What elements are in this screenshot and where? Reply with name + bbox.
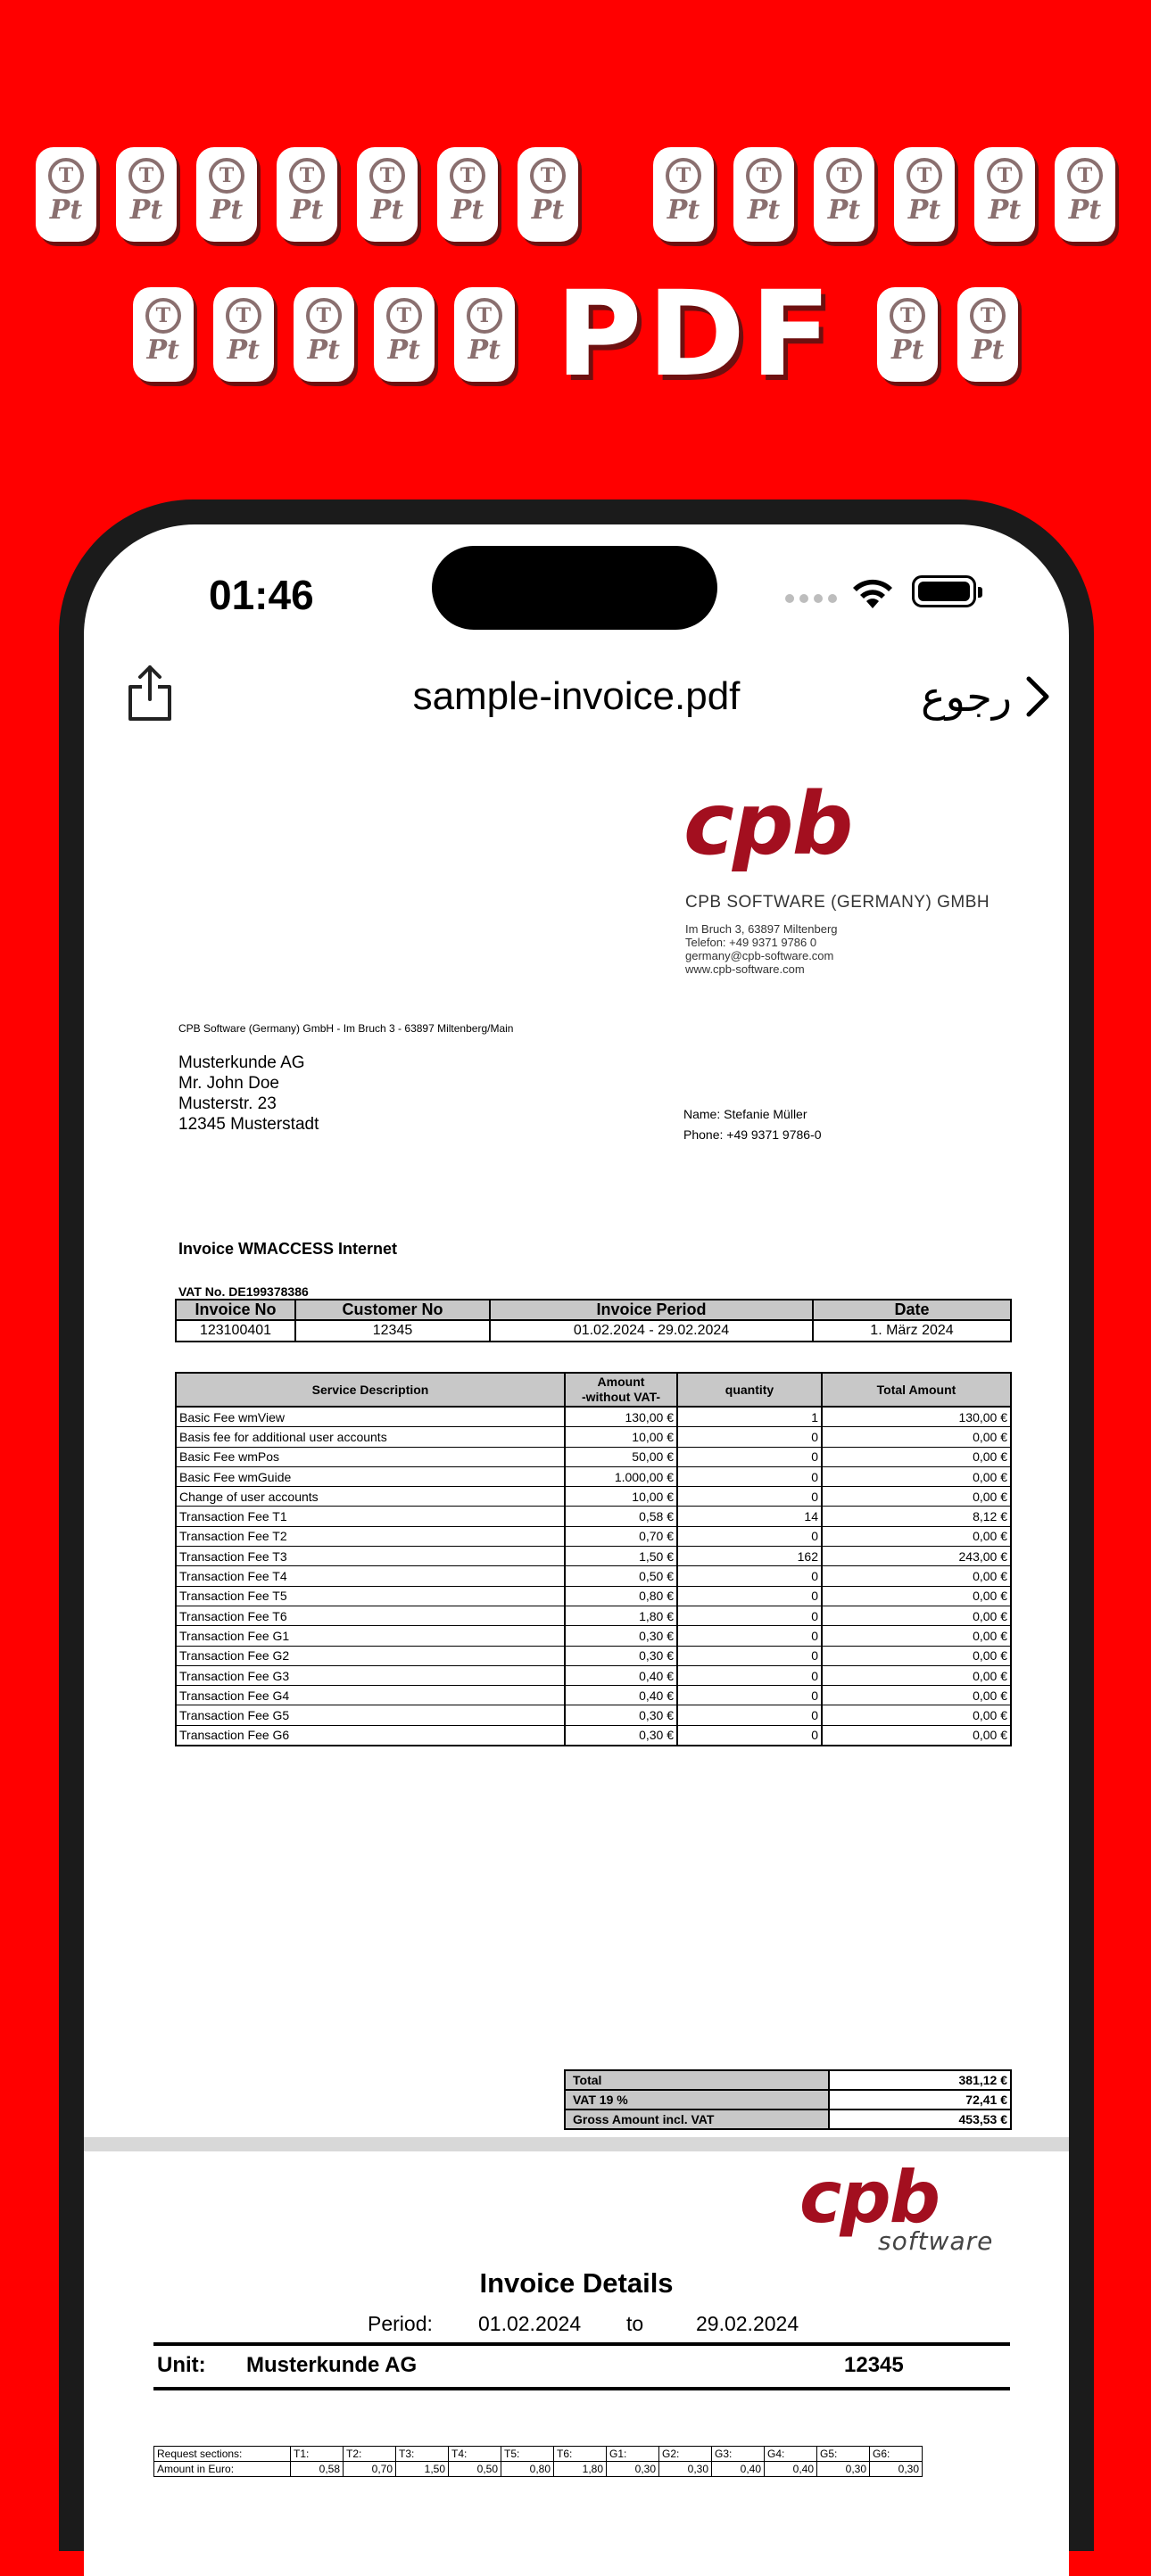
table-cell: Basic Fee wmGuide (176, 1466, 565, 1486)
table-cell: Transaction Fee T6 (176, 1606, 565, 1625)
dynamic-island (432, 546, 717, 630)
tile-text: Pt (370, 194, 404, 226)
table-cell: 0 (677, 1626, 822, 1646)
amount-cell: 0,80 (501, 2462, 554, 2477)
signal-icon (785, 594, 837, 603)
table-cell: 0 (677, 1646, 822, 1665)
vat-label: VAT 19 % (565, 2090, 829, 2110)
table-cell: Transaction Fee G4 (176, 1686, 565, 1705)
pt-app-icon (653, 147, 714, 242)
table-cell: 0,30 € (565, 1626, 677, 1646)
tile-face: T (450, 158, 485, 194)
table-cell: 0 (677, 1586, 822, 1606)
details-title: Invoice Details (479, 2267, 674, 2299)
tile-text: Pt (891, 334, 924, 366)
table-cell: 0,30 € (565, 1646, 677, 1665)
recipient-line: 12345 Musterstadt (178, 1115, 319, 1134)
table-header: Service Description (176, 1373, 565, 1407)
table-row (176, 1407, 1011, 1427)
table-cell: 01.02.2024 - 29.02.2024 (490, 1320, 813, 1342)
tile-face: T (530, 158, 566, 194)
period-from: 01.02.2024 (478, 2312, 582, 2335)
document-title: sample-invoice.pdf (412, 674, 741, 718)
table-cell: Transaction Fee T1 (176, 1507, 565, 1526)
tile-text: Pt (667, 194, 700, 226)
table-cell: 0,30 € (565, 1725, 677, 1746)
recipient-line: Mr. John Doe (178, 1074, 279, 1093)
tile-face: T (209, 158, 244, 194)
status-time: 01:46 (209, 572, 314, 618)
unit-number: 12345 (844, 2353, 904, 2377)
table-cell: 0 (677, 1487, 822, 1507)
tile-text: Pt (146, 334, 179, 366)
period-row (368, 2312, 799, 2336)
tile-text: Pt (988, 194, 1022, 226)
pt-app-icon (877, 287, 938, 382)
phone-screen (84, 524, 1069, 2576)
cpb-logo: cpb (683, 774, 852, 874)
table-cell: 0,00 € (822, 1487, 1011, 1507)
table-cell: 0,40 € (565, 1686, 677, 1705)
tile-face: T (226, 298, 261, 334)
table-cell: 10,00 € (565, 1427, 677, 1447)
pdf-word: PDF (555, 266, 837, 403)
pt-app-icon (294, 287, 354, 382)
table-header: Date (813, 1300, 1011, 1320)
section-cell: T3: (396, 2447, 449, 2462)
tile-text: Pt (747, 194, 781, 226)
pt-app-icon (277, 147, 337, 242)
table-cell: 0 (677, 1705, 822, 1725)
section-cell: G5: (817, 2447, 870, 2462)
pt-app-icon (894, 147, 955, 242)
table-cell: 1 (677, 1407, 822, 1427)
pt-app-icon (1055, 147, 1115, 242)
phone-frame (59, 500, 1094, 2551)
table-header: Total Amount (822, 1373, 1011, 1407)
divider (153, 2342, 1010, 2346)
table-cell: 0,00 € (822, 1427, 1011, 1447)
table-cell: Change of user accounts (176, 1487, 565, 1507)
tile-face: T (1067, 158, 1103, 194)
tile-face: T (386, 298, 422, 334)
table-cell: 0,40 € (565, 1665, 677, 1685)
recipient-line: Musterkunde AG (178, 1053, 305, 1072)
table-header: Amount -without VAT- (565, 1373, 677, 1407)
table-cell: 0,00 € (822, 1725, 1011, 1746)
table-cell: Basic Fee wmPos (176, 1447, 565, 1466)
recipient-address (178, 1053, 319, 1135)
address-line: Im Bruch 3, 63897 Miltenberg (685, 922, 838, 936)
tile-face: T (306, 298, 342, 334)
table-cell: 130,00 € (822, 1407, 1011, 1427)
tile-face: T (907, 158, 942, 194)
section-cell: T6: (554, 2447, 607, 2462)
tile-face: T (826, 158, 862, 194)
table-cell: 0,00 € (822, 1705, 1011, 1725)
amount-cell: 0,40 (712, 2462, 765, 2477)
table-cell: 0,00 € (822, 1665, 1011, 1685)
tile-face: T (890, 298, 925, 334)
table-cell: 1. März 2024 (813, 1320, 1011, 1342)
table-row (176, 1507, 1011, 1526)
table-cell: Request sections: (154, 2447, 291, 2462)
table-cell: Transaction Fee G3 (176, 1665, 565, 1685)
table-row (176, 1487, 1011, 1507)
totals-table (564, 2069, 1012, 2130)
table-cell: 8,12 € (822, 1507, 1011, 1526)
amount-cell: 0,50 (449, 2462, 501, 2477)
pdf-page-2[interactable] (84, 2151, 1069, 2576)
tile-text: Pt (907, 194, 941, 226)
table-cell: 0,70 € (565, 1526, 677, 1546)
tile-text: Pt (972, 334, 1005, 366)
table-cell: 0 (677, 1665, 822, 1685)
tile-face: T (145, 298, 181, 334)
amount-cell: 0,30 (817, 2462, 870, 2477)
address-line: Telefon: +49 9371 9786 0 (685, 936, 817, 949)
tile-text: Pt (210, 194, 244, 226)
table-cell: 0,80 € (565, 1586, 677, 1606)
pt-app-icon (36, 147, 96, 242)
amount-cell: 0,30 (607, 2462, 659, 2477)
table-header: Invoice No (176, 1300, 295, 1320)
table-header: Invoice Period (490, 1300, 813, 1320)
banner-row-2 (0, 266, 1151, 403)
period-to: 29.02.2024 (696, 2312, 799, 2335)
table-cell: 0 (677, 1606, 822, 1625)
contact-name: Name: Stefanie Müller (683, 1107, 807, 1121)
recipient-line: Musterstr. 23 (178, 1094, 277, 1113)
section-cell: T2: (344, 2447, 396, 2462)
vat-value: 72,41 € (829, 2090, 1011, 2110)
table-cell: 0 (677, 1725, 822, 1746)
total-label: Total (565, 2070, 829, 2090)
sender-line: CPB Software (Germany) GmbH - Im Bruch 3 - 63897 Miltenberg/Main (178, 1022, 514, 1035)
table-row (176, 1665, 1011, 1685)
pt-app-icon (437, 147, 498, 242)
pt-app-icon (733, 147, 794, 242)
table-cell: 0,00 € (822, 1606, 1011, 1625)
promo-banner (0, 0, 1151, 464)
amount-cell: 1,50 (396, 2462, 449, 2477)
table-cell: 1.000,00 € (565, 1466, 677, 1486)
invoice-header-table (175, 1299, 1012, 1342)
table-row (176, 1566, 1011, 1586)
contact-info (683, 1104, 822, 1145)
section-cell: T1: (291, 2447, 344, 2462)
amount-cell: 0,40 (765, 2462, 817, 2477)
table-cell: 0 (677, 1526, 822, 1546)
chevron-right-icon (1024, 675, 1051, 718)
pdf-page-1[interactable] (84, 756, 1069, 2137)
table-cell: 0 (677, 1566, 822, 1586)
tile-face: T (289, 158, 325, 194)
section-cell: G1: (607, 2447, 659, 2462)
pt-app-icon (957, 287, 1018, 382)
unit-name: Musterkunde AG (246, 2353, 418, 2377)
table-cell: 1,50 € (565, 1547, 677, 1566)
tile-face: T (970, 298, 1006, 334)
tile-face: T (48, 158, 84, 194)
request-sections-table (153, 2446, 923, 2477)
tile-text: Pt (1068, 194, 1102, 226)
cpb-software-logo: cpb (799, 2156, 939, 2239)
section-cell: G2: (659, 2447, 712, 2462)
table-header: quantity (677, 1373, 822, 1407)
table-cell: Transaction Fee G2 (176, 1646, 565, 1665)
tile-text: Pt (290, 194, 324, 226)
table-cell: 0,58 € (565, 1507, 677, 1526)
tile-text: Pt (227, 334, 260, 366)
pt-app-icon (116, 147, 177, 242)
table-row (176, 1466, 1011, 1486)
status-bar (84, 524, 1069, 649)
logo-subtitle: software (878, 2226, 994, 2256)
amount-cell: 0,70 (344, 2462, 396, 2477)
table-cell: Transaction Fee G5 (176, 1705, 565, 1725)
table-cell: 50,00 € (565, 1447, 677, 1466)
section-cell: T4: (449, 2447, 501, 2462)
amount-cell: 0,58 (291, 2462, 344, 2477)
tile-text: Pt (531, 194, 565, 226)
table-cell: 0,00 € (822, 1626, 1011, 1646)
pt-app-icon (518, 147, 578, 242)
section-cell: G3: (712, 2447, 765, 2462)
total-value: 381,12 € (829, 2070, 1011, 2090)
table-row (176, 1725, 1011, 1746)
vat-number: VAT No. DE199378386 (178, 1284, 309, 1299)
table-cell: 0 (677, 1427, 822, 1447)
tile-text: Pt (451, 194, 484, 226)
pt-app-icon (814, 147, 874, 242)
section-cell: T5: (501, 2447, 554, 2462)
tile-face: T (369, 158, 405, 194)
section-cell: G6: (870, 2447, 923, 2462)
tile-text: Pt (307, 334, 340, 366)
battery-icon (912, 575, 976, 607)
tile-face: T (746, 158, 782, 194)
pt-app-icon (357, 147, 418, 242)
table-cell: Basic Fee wmView (176, 1407, 565, 1427)
table-cell: Transaction Fee T2 (176, 1526, 565, 1546)
table-row (176, 1427, 1011, 1447)
pt-app-icon (374, 287, 435, 382)
table-cell: 123100401 (176, 1320, 295, 1342)
table-cell: 0,00 € (822, 1586, 1011, 1606)
table-row (176, 1447, 1011, 1466)
table-cell: Transaction Fee T3 (176, 1547, 565, 1566)
pt-app-icon (454, 287, 515, 382)
company-address (685, 922, 838, 976)
divider (153, 2387, 1010, 2390)
table-row (176, 1586, 1011, 1606)
table-cell: 0,30 € (565, 1705, 677, 1725)
table-row (176, 1606, 1011, 1625)
table-cell: 12345 (295, 1320, 490, 1342)
table-cell: 0 (677, 1686, 822, 1705)
table-row (176, 1626, 1011, 1646)
invoice-title: Invoice WMACCESS Internet (178, 1240, 398, 1258)
table-row (176, 1646, 1011, 1665)
table-cell: Transaction Fee T4 (176, 1566, 565, 1586)
tile-text: Pt (827, 194, 861, 226)
table-cell: 0,00 € (822, 1526, 1011, 1546)
page-divider (84, 2137, 1069, 2151)
contact-phone: Phone: +49 9371 9786-0 (683, 1127, 822, 1142)
table-cell: Basis fee for additional user accounts (176, 1427, 565, 1447)
service-table (175, 1372, 1012, 1746)
tile-text: Pt (49, 194, 83, 226)
wifi-icon (849, 576, 896, 612)
table-cell: Transaction Fee G1 (176, 1626, 565, 1646)
section-cell: G4: (765, 2447, 817, 2462)
table-cell: 162 (677, 1547, 822, 1566)
table-row (176, 1705, 1011, 1725)
pt-app-icon (133, 287, 194, 382)
gross-label: Gross Amount incl. VAT (565, 2110, 829, 2129)
pt-app-icon (196, 147, 257, 242)
address-line: www.cpb-software.com (685, 962, 805, 976)
tile-text: Pt (129, 194, 163, 226)
table-row (176, 1547, 1011, 1566)
amount-cell: 0,30 (659, 2462, 712, 2477)
table-cell: 0,00 € (822, 1466, 1011, 1486)
table-cell: Amount in Euro: (154, 2462, 291, 2477)
tile-text: Pt (387, 334, 420, 366)
table-cell: 0,00 € (822, 1646, 1011, 1665)
table-cell: 0,00 € (822, 1566, 1011, 1586)
table-row (176, 1686, 1011, 1705)
back-button[interactable] (921, 673, 1051, 721)
table-row (176, 1526, 1011, 1546)
company-name: CPB SOFTWARE (GERMANY) GMBH (685, 893, 990, 912)
pt-app-icon (974, 147, 1035, 242)
period-to-label: to (626, 2312, 644, 2335)
table-cell: 10,00 € (565, 1487, 677, 1507)
unit-label: Unit: (157, 2353, 206, 2377)
table-header: Customer No (295, 1300, 490, 1320)
tile-face: T (666, 158, 701, 194)
table-cell: Transaction Fee T5 (176, 1586, 565, 1606)
table-cell: 1,80 € (565, 1606, 677, 1625)
pt-app-icon (213, 287, 274, 382)
table-cell: 0,00 € (822, 1447, 1011, 1466)
table-cell: Transaction Fee G6 (176, 1725, 565, 1746)
banner-row-1 (0, 143, 1151, 245)
back-button-label: رجوع (921, 673, 1012, 721)
tile-text: Pt (468, 334, 501, 366)
table-cell: 0,50 € (565, 1566, 677, 1586)
gross-value: 453,53 € (829, 2110, 1011, 2129)
tile-face: T (987, 158, 1023, 194)
tile-face: T (128, 158, 164, 194)
period-label: Period: (368, 2312, 433, 2335)
table-cell: 14 (677, 1507, 822, 1526)
address-line: germany@cpb-software.com (685, 949, 834, 962)
amount-cell: 0,30 (870, 2462, 923, 2477)
amount-cell: 1,80 (554, 2462, 607, 2477)
table-cell: 0 (677, 1447, 822, 1466)
table-cell: 0,00 € (822, 1686, 1011, 1705)
table-cell: 243,00 € (822, 1547, 1011, 1566)
table-cell: 0 (677, 1466, 822, 1486)
nav-bar (84, 649, 1069, 760)
tile-face: T (467, 298, 502, 334)
table-cell: 130,00 € (565, 1407, 677, 1427)
